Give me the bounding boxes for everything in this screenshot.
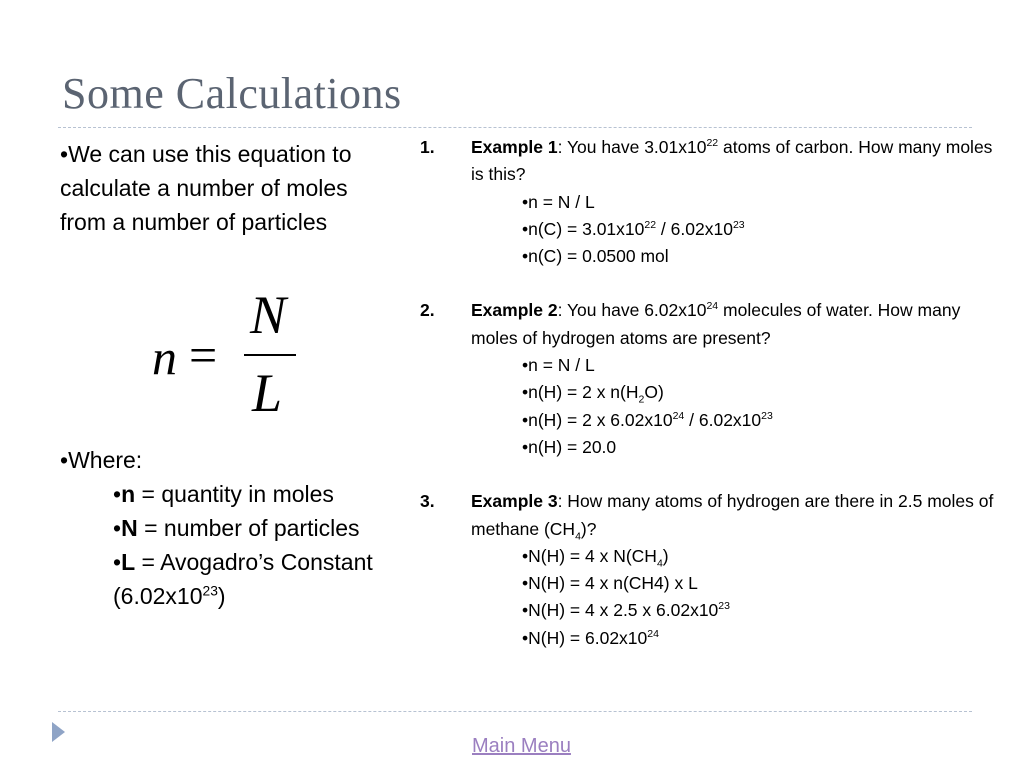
calc-line: [471, 379, 1000, 406]
example-label: Example 3: [471, 491, 558, 512]
calc-text: O): [644, 382, 664, 403]
calc-text: •N(H) = 4 x N(CH: [522, 545, 657, 566]
calc-text: •n(C) = 0.0500 mol: [522, 246, 669, 267]
where-label: [60, 443, 390, 477]
example-label: Example 2: [471, 300, 558, 321]
spacer: [420, 270, 1000, 297]
calc-line: [471, 597, 1000, 624]
calc-text: / 6.02x10: [684, 409, 762, 430]
calc-text: •n(C) = 3.01x10: [522, 218, 645, 239]
def-N: [60, 511, 390, 545]
q-text: molecules of water. How many moles of hydrogen atoms are present?: [471, 300, 961, 348]
example-question: [471, 297, 1000, 352]
calc-text: •n(H) = 2 x 6.02x10: [522, 409, 673, 430]
moles-formula: [152, 285, 312, 430]
examples-column: [420, 134, 1000, 652]
example-question: [471, 134, 1000, 189]
calc-sub: 4: [656, 557, 663, 570]
example-label: Example 1: [471, 137, 558, 157]
bullet: •: [113, 481, 122, 507]
example-number: 1.: [420, 137, 435, 157]
calc-sup: 24: [647, 627, 659, 640]
fraction-bar: [244, 354, 296, 356]
q-sup: 24: [706, 300, 719, 313]
calc-line: [471, 434, 1000, 461]
left-column: [60, 137, 390, 239]
calc-sub: 2: [638, 393, 645, 406]
calc-text: •N(H) = 4 x 2.5 x 6.02x10: [522, 600, 719, 621]
calc-line: [471, 543, 1000, 570]
def-text: = quantity in moles: [135, 481, 334, 507]
formula-denominator: L: [252, 363, 283, 423]
calc-line: [471, 352, 1000, 379]
calc-text: •n(H) = 2 x n(H: [522, 382, 639, 403]
example-question: [471, 488, 1000, 543]
calc-text: ): [662, 545, 669, 566]
calc-text: •N(H) = 4 x n(CH4) x L: [522, 573, 698, 594]
calc-sup: 23: [732, 219, 745, 232]
calc-line: [471, 243, 1000, 270]
calc-line: [471, 625, 1000, 652]
example-number: 3.: [420, 491, 435, 512]
intro-paragraph: [60, 137, 390, 239]
page-title: Some Calculations: [62, 69, 402, 118]
example-1: [420, 134, 1000, 270]
q-sub: 4: [575, 530, 581, 543]
main-menu-link[interactable]: Main Menu: [472, 735, 571, 757]
def-text: = Avogadro’s Constant (6.02x10: [113, 549, 399, 609]
def-n: [60, 477, 390, 511]
calc-text: •N(H) = 6.02x10: [522, 627, 648, 648]
def-after: ): [217, 583, 226, 609]
triangle-right-icon[interactable]: [52, 722, 65, 742]
title-divider: [58, 127, 972, 128]
where-block: [60, 443, 399, 613]
formula-equals: =: [189, 327, 218, 383]
q-text: : You have 6.02x10: [557, 300, 707, 321]
calc-line: [471, 407, 1000, 434]
def-symbol: N: [121, 515, 138, 541]
def-text: = number of particles: [137, 515, 360, 541]
q-text: : How many atoms of hydrogen are there in 2.5 moles of methane (CH: [471, 491, 994, 539]
def-symbol: L: [121, 549, 136, 575]
example-number: 2.: [420, 300, 435, 321]
calc-sup: 23: [718, 600, 730, 613]
where-text: Where:: [68, 447, 143, 473]
example-2: [420, 297, 1000, 461]
formula-numerator: N: [250, 285, 287, 345]
def-superscript: 23: [202, 583, 218, 599]
bullet: •: [113, 515, 122, 541]
bullet: •: [113, 549, 122, 575]
q-sup: 22: [706, 137, 719, 150]
calc-text: / 6.02x10: [656, 218, 733, 239]
def-L: [60, 545, 399, 613]
calc-sup: 23: [761, 409, 773, 422]
def-symbol: n: [121, 481, 136, 507]
formula-lhs: n: [152, 329, 177, 385]
example-3: [420, 488, 1000, 652]
calc-text: •n = N / L: [522, 355, 595, 376]
calc-text: •n(H) = 20.0: [522, 436, 617, 457]
spacer: [420, 461, 1000, 488]
footer-divider: [58, 711, 972, 712]
intro-text: We can use this equation to calculate a number of moles from a number of particles: [60, 141, 352, 235]
calc-sup: 24: [672, 409, 685, 422]
q-text: )?: [580, 518, 597, 539]
bullet: •: [60, 447, 69, 473]
q-text: atoms of carbon. How many moles is this?: [471, 137, 993, 185]
calc-sup: 22: [644, 219, 657, 232]
calc-line: [471, 189, 1000, 216]
calc-line: [471, 570, 1000, 597]
calc-line: [471, 216, 1000, 243]
q-text: : You have 3.01x10: [557, 137, 707, 157]
bullet: •: [60, 141, 69, 167]
calc-text: •n = N / L: [522, 191, 595, 212]
